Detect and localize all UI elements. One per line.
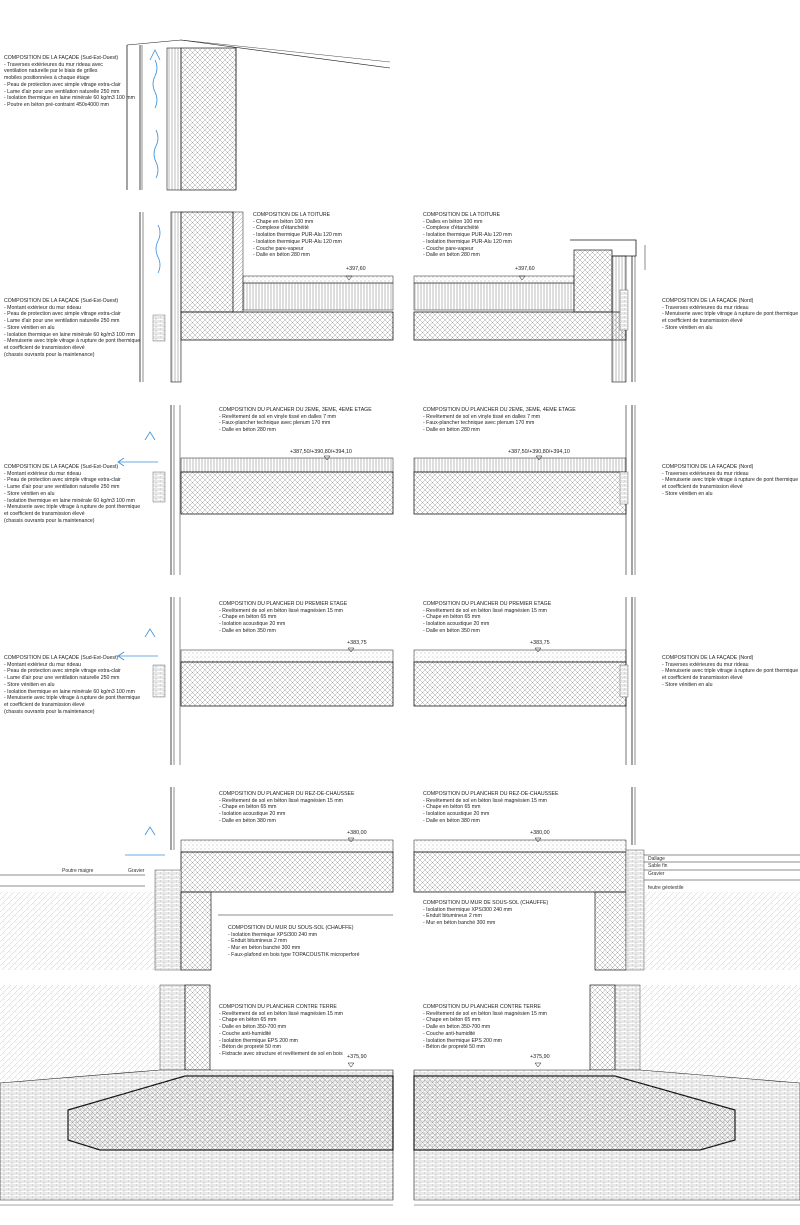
level-upper-right: +387,50/+390,80/+394,10 (508, 449, 570, 455)
note-line: - Couche anti-humidité (219, 1030, 272, 1037)
note-mur-ss-right (423, 900, 548, 927)
note-line: et coefficient de transmission élevé (4, 701, 85, 708)
note-line: - Chape en béton 65 mm (219, 1017, 277, 1024)
note-line: - Chape en béton 65 mm (423, 804, 481, 811)
note-title: COMPOSITION DU PLANCHER DU PREMIER ETAGE (219, 601, 348, 607)
note-title: COMPOSITION DU PLANCHER DU 2EME, 3EME, 4EME ETAGE (423, 407, 576, 413)
note-line: - Revêtement de sol en béton lissé magnésien 15 mm (423, 797, 547, 804)
panel-roof-right (414, 240, 645, 382)
note-line: - Traverses extérieures du mur rideau (662, 661, 749, 668)
level-first-left: +383,75 (347, 640, 367, 646)
note-line: - Peau de protection avec simple vitrage extra-clair (4, 81, 121, 88)
note-title: COMPOSITION DU PLANCHER DU REZ-DE-CHAUSSEE (219, 791, 355, 797)
note-line: - Enduit bitumineux 2 mm (423, 913, 482, 920)
note-line: - Isolation thermique XPS/300 240 mm (228, 931, 318, 938)
note-line: - Couche anti-humidité (423, 1030, 476, 1037)
note-title: COMPOSITION DE LA FAÇADE (Nord) (662, 655, 754, 661)
note-title: COMPOSITION DE LA TOITURE (423, 212, 501, 218)
note-line: - Chape en béton 65 mm (219, 804, 277, 811)
note-line: - Menuiserie avec triple vitrage à rupture de pont thermique (662, 311, 799, 318)
level-ground-right: +380,00 (530, 830, 550, 836)
note-line: - Menuiserie avec triple vitrage à rupture de pont thermique (4, 695, 141, 702)
note-line: - Complexe d'étanchéité (253, 225, 309, 232)
note-line: - Isolation thermique EPS 200 mm (423, 1037, 503, 1044)
note-line: - Store vénitien en alu (4, 490, 55, 497)
note-line: - Peau de protection avec simple vitrage extra-clair (4, 477, 121, 484)
note-line: et coefficient de transmission élevé (662, 484, 743, 491)
note-line: - Faux-plancher technique avec plenum 170 mm (423, 420, 535, 427)
note-line: - Isolation thermique en laine minérale 60 kg/m3 100 mm (4, 688, 135, 695)
note-line: - Menuiserie avec triple vitrage à rupture de pont thermique (662, 668, 799, 675)
note-line: - Isolation acoustique 20 mm (423, 811, 490, 818)
note-facade-nord-2 (662, 464, 798, 498)
note-mur-ss-left (228, 925, 359, 959)
note-line: - Dalle en béton 280 mm (423, 252, 480, 259)
note-line: - Revêtement de sol en béton lissé magnésien 15 mm (219, 607, 343, 614)
level-first-right: +383,75 (530, 640, 550, 646)
note-line: - Dalle en béton 380 mm (219, 817, 276, 824)
note-line: - Enduit bitumineux 2 mm (228, 938, 287, 945)
note-line: (chassis ouvrants pour la maintenance) (4, 517, 95, 524)
note-line: - Isolation thermique PUR-Alu 120 mm (253, 238, 342, 245)
note-line: - Béton de propreté 50 mm (219, 1044, 281, 1051)
note-title: COMPOSITION DU PLANCHER CONTRE TERRE (423, 1004, 541, 1010)
note-line: - Lame d'air pour une ventilation naturelle 250 mm (4, 484, 120, 491)
note-line: - Faux-plancher technique avec plenum 170 mm (219, 420, 331, 427)
note-line: - Revêtement de sol en béton lissé magnésien 15 mm (423, 1010, 547, 1017)
note-line: - Chape en béton 65 mm (423, 614, 481, 621)
note-plancher-1-right (423, 601, 551, 635)
note-line: - Chape en béton 65 mm (219, 614, 277, 621)
note-title: COMPOSITION DU PLANCHER DU REZ-DE-CHAUSSEE (423, 791, 559, 797)
note-line: - Store vénitien en alu (4, 681, 55, 688)
note-line: - Dalle en béton 280 mm (423, 427, 480, 434)
note-line: - Dalle en béton 380 mm (423, 817, 480, 824)
note-line: (chassis ouvrants pour la maintenance) (4, 708, 95, 715)
note-line: - Store vénitien en alu (4, 324, 55, 331)
note-line: et coefficient de transmission élevé (662, 675, 743, 682)
note-line: - Peau de protection avec simple vitrage extra-clair (4, 311, 121, 318)
note-line: - Dalle en béton 280 mm (219, 427, 276, 434)
level-roof-right: +397,60 (515, 266, 535, 272)
level-base-right: +375,90 (530, 1054, 550, 1060)
note-line: - Poutre en béton pré-contraint 450x4000 mm (4, 101, 109, 108)
note-line: (chassis ouvrants pour la maintenance) (4, 351, 95, 358)
note-line: - Revêtement de sol en béton lissé magnésien 15 mm (423, 607, 547, 614)
note-line: - Isolation acoustique 20 mm (219, 811, 286, 818)
note-line: ventilation naturelle par le biais de grilles (4, 68, 98, 75)
note-line: - Isolation thermique XPS/300 240 mm (423, 906, 513, 913)
note-line: - Revêtement de sol en vinyle tissé en dalles 7 mm (219, 413, 337, 420)
note-line: - Peau de protection avec simple vitrage extra-clair (4, 668, 121, 675)
note-title: COMPOSITION DU MUR DE SOUS-SOL (CHAUFFE) (423, 900, 549, 906)
note-title: COMPOSITION DE LA TOITURE (253, 212, 331, 218)
note-line: et coefficient de transmission élevé (662, 318, 743, 325)
note-line: - Chape en béton 65 mm (423, 1017, 481, 1024)
note-title: COMPOSITION DU MUR DU SOUS-SOL (CHAUFFE) (228, 925, 354, 931)
note-title: COMPOSITION DU PLANCHER DU 2EME, 3EME, 4EME ETAGE (219, 407, 372, 413)
note-facade-seo-2 (4, 464, 140, 524)
note-plancher-rdc-right (423, 791, 558, 825)
note-line: - Dalle en béton 350 mm (423, 627, 480, 634)
note-line: - Béton de propreté 50 mm (423, 1044, 485, 1051)
note-title: COMPOSITION DE LA FAÇADE (Nord) (662, 464, 754, 470)
note-title: COMPOSITION DE LA FAÇADE (Sud-Est-Ouest) (4, 55, 119, 61)
note-plancher-rdc-left (219, 791, 354, 825)
note-line: - Faux-plafond en bois type TOPACOUSTIK microperforé (228, 951, 360, 958)
note-line: - Menuiserie avec triple vitrage à rupture de pont thermique (4, 504, 141, 511)
note-line: - Isolation thermique PUR-Alu 120 mm (253, 232, 342, 239)
level-ground-left: +380,00 (347, 830, 367, 836)
note-line: - Couche pare-vapeur (423, 245, 474, 252)
note-contre-terre-right (423, 1004, 547, 1051)
note-line: et coefficient de transmission élevé (4, 510, 85, 517)
note-line: - Isolation thermique en laine minérale 60 kg/m3 100 mm (4, 95, 135, 102)
panel-parapet (127, 40, 390, 190)
note-facade-so-top (4, 55, 135, 109)
label-gravier-left: Gravier (128, 868, 145, 874)
label-beton-maigre: Poutre maigre (62, 868, 94, 874)
note-line: - Isolation acoustique 20 mm (219, 621, 286, 628)
note-line: - Isolation thermique EPS 200 mm (219, 1037, 299, 1044)
note-line: - Revêtement de sol en béton lissé magnésien 15 mm (219, 1010, 343, 1017)
level-base-left: +375,90 (347, 1054, 367, 1060)
note-title: COMPOSITION DE LA FAÇADE (Sud-Est-Ouest) (4, 464, 119, 470)
note-line: - Dalle en béton 350 mm (219, 627, 276, 634)
note-line: - Lame d'air pour une ventilation naturelle 250 mm (4, 675, 120, 682)
note-line: - Couche pare-vapeur (253, 245, 304, 252)
note-facade-seo-1 (4, 298, 140, 358)
note-line: - Menuiserie avec triple vitrage à rupture de pont thermique (4, 338, 141, 345)
note-title: COMPOSITION DU PLANCHER CONTRE TERRE (219, 1004, 337, 1010)
note-line: - Isolation thermique PUR-Alu 120 mm (423, 238, 512, 245)
note-line: - Complexe d'étanchéité (423, 225, 479, 232)
note-line: - Store vénitien en alu (662, 324, 713, 331)
note-contre-terre-left (219, 1004, 343, 1058)
note-facade-seo-3 (4, 655, 140, 715)
note-line: - Mur en béton banché 300 mm (423, 920, 496, 927)
level-upper-left: +387,50/+390,80/+394,10 (290, 449, 352, 455)
note-toiture-left (253, 212, 342, 259)
note-line: - Fixtracte avec structure et revêtement de sol en bois (219, 1050, 343, 1057)
note-line: - Traverses extérieures du mur rideau (662, 470, 749, 477)
label-feutre: feutre géotextile (648, 885, 684, 891)
note-line: mobiles positionnées à chaque étage (4, 75, 90, 82)
note-title: COMPOSITION DE LA FAÇADE (Sud-Est-Ouest) (4, 298, 119, 304)
note-line: - Montant extérieur du mur rideau (4, 304, 81, 311)
note-line: - Mur en béton banché 300 mm (228, 945, 301, 952)
note-title: COMPOSITION DU PLANCHER DU PREMIER ETAGE (423, 601, 552, 607)
note-facade-nord-1 (662, 298, 798, 332)
note-plancher-234-right (423, 407, 576, 434)
note-plancher-1-left (219, 601, 347, 635)
level-roof-left: +397,60 (346, 266, 366, 272)
note-line: - Store vénitien en alu (662, 681, 713, 688)
note-line: - Dalle en béton 280 mm (253, 252, 310, 259)
note-line: - Montant extérieur du mur rideau (4, 470, 81, 477)
note-title: COMPOSITION DE LA FAÇADE (Nord) (662, 298, 754, 304)
note-line: - Traverses extérieures du mur rideau (662, 304, 749, 311)
note-line: - Revêtement de sol en béton lissé magnésien 15 mm (219, 797, 343, 804)
note-line: - Isolation thermique en laine minérale 60 kg/m3 100 mm (4, 497, 135, 504)
note-line: - Isolation thermique en laine minérale 60 kg/m3 100 mm (4, 331, 135, 338)
note-line: - Chape en béton 100 mm (253, 218, 314, 225)
note-line: - Isolation thermique PUR-Alu 120 mm (423, 232, 512, 239)
note-line: - Lame d'air pour une ventilation naturelle 250 mm (4, 88, 120, 95)
note-line: - Isolation acoustique 20 mm (423, 621, 490, 628)
note-line: et coefficient de transmission élevé (4, 344, 85, 351)
note-line: - Menuiserie avec triple vitrage à rupture de pont thermique (662, 477, 799, 484)
note-line: - Revêtement de sol en vinyle tissé en dalles 7 mm (423, 413, 541, 420)
label-gravier-right: Gravier (648, 871, 665, 877)
label-sable-fin: Sable fin (648, 863, 668, 869)
note-line: - Montant extérieur du mur rideau (4, 661, 81, 668)
note-toiture-right (423, 212, 512, 259)
note-line: - Dalle en béton 350-700 mm (219, 1024, 287, 1031)
note-line: - Store vénitien en alu (662, 490, 713, 497)
note-title: COMPOSITION DE LA FAÇADE (Sud-Est-Ouest) (4, 655, 119, 661)
note-line: - Dalle en béton 350-700 mm (423, 1024, 491, 1031)
label-dallage: Dallage (648, 856, 665, 862)
note-plancher-234-left (219, 407, 372, 434)
note-line: - Dalles en béton 100 mm (423, 218, 483, 225)
note-facade-nord-3 (662, 655, 798, 689)
note-line: - Lame d'air pour une ventilation naturelle 250 mm (4, 318, 120, 325)
note-line: - Traverses extérieures du mur rideau avec (4, 61, 103, 68)
